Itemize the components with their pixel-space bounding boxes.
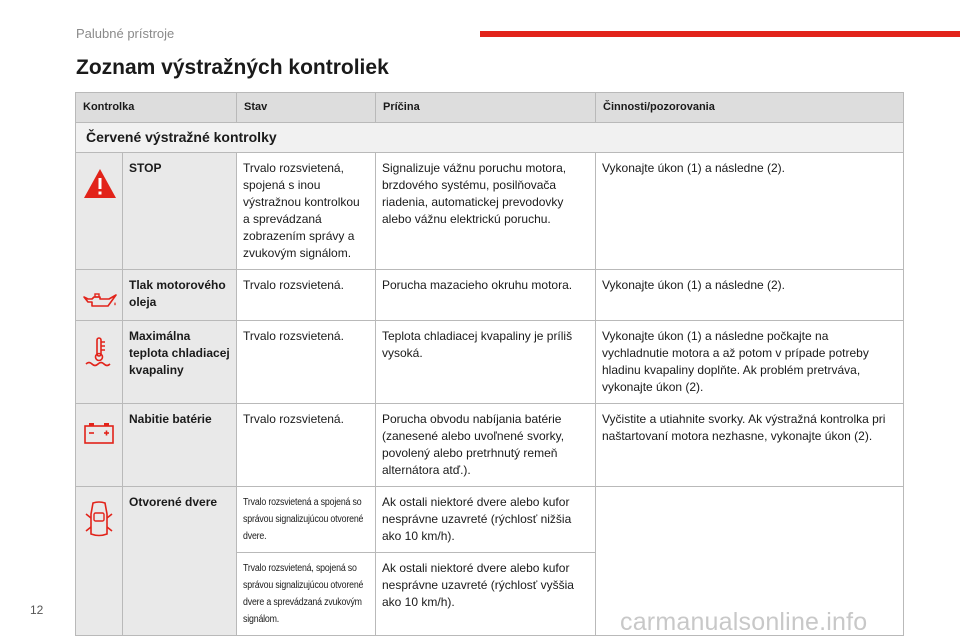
warning-action: Vykonajte úkon (1) a následne (2).: [596, 270, 904, 321]
oil-pressure-icon: [82, 290, 118, 312]
accent-bar: [480, 31, 960, 37]
warning-cause: Signalizuje vážnu poruchu motora, brzdového systému, posilňovača riadenia, automatickej prevodovky alebo vážnu elektrickú poruchu.: [376, 153, 596, 270]
warning-cause: Ak ostali niektoré dvere alebo kufor nesprávne uzavreté (rýchlosť vyššia ako 10 km/h).: [376, 553, 596, 636]
page-number: 12: [30, 603, 44, 617]
warning-name: Tlak motorového oleja: [123, 270, 237, 321]
stop-warning-icon: [82, 167, 118, 201]
watermark: carmanualsonline.info: [620, 608, 868, 636]
coolant-temperature-icon: [83, 336, 115, 370]
warning-name: STOP: [123, 153, 237, 270]
icon-cell: [76, 404, 123, 487]
warning-state: Trvalo rozsvietená a spojená so správou signalizujúcou otvorené dvere.: [243, 497, 364, 542]
warning-state: Trvalo rozsvietená.: [237, 321, 376, 404]
page-title: Zoznam výstražných kontroliek: [76, 56, 389, 79]
warning-cause: Porucha mazacieho okruhu motora.: [376, 270, 596, 321]
icon-cell: [76, 270, 123, 321]
warning-name: Otvorené dvere: [123, 487, 237, 636]
warning-cause: Porucha obvodu nabíjania batérie (zanesené alebo uvoľnené svorky, povolený alebo pretrhnutý remeň alternátora atď.).: [376, 404, 596, 487]
table-row: [76, 153, 904, 270]
warning-cause: Ak ostali niektoré dvere alebo kufor nesprávne uzavreté (rýchlosť nižšia ako 10 km/h).: [376, 487, 596, 553]
icon-cell: [76, 153, 123, 270]
table-row: [76, 270, 904, 321]
warning-state: Trvalo rozsvietená, spojená s inou výstražnou kontrolkou a sprevádzaná zobrazením správy a zvukovým signálom.: [237, 153, 376, 270]
table-row: [76, 321, 904, 404]
section-label: Palubné prístroje: [76, 26, 175, 41]
warning-state-cell: [237, 487, 376, 553]
group-title: Červené výstražné kontrolky: [76, 123, 904, 153]
column-header-pricina: Príčina: [376, 93, 596, 123]
icon-cell: [76, 321, 123, 404]
warning-name: Nabitie batérie: [123, 404, 237, 487]
warning-lights-table: [75, 92, 904, 636]
table-header-row: [76, 93, 904, 123]
warning-cause: Teplota chladiacej kvapaliny je príliš vysoká.: [376, 321, 596, 404]
warning-action: Vyčistite a utiahnite svorky. Ak výstražná kontrolka pri naštartovaní motora nezhasne, vykonajte úkon (2).: [596, 404, 904, 487]
table-row: [76, 487, 904, 553]
warning-action: Vykonajte úkon (1) a následne (2).: [596, 153, 904, 270]
warning-state: Trvalo rozsvietená.: [237, 270, 376, 321]
table-row: [76, 404, 904, 487]
warning-state: Trvalo rozsvietená.: [237, 404, 376, 487]
door-open-icon: [84, 500, 114, 540]
warning-action: Vykonajte úkon (1) a následne počkajte na vychladnutie motora a až potom v prípade potreby hladinu kvapaliny doplňte. Ak problém pretrváva, vykonajte úkon (2).: [596, 321, 904, 404]
group-row: [76, 123, 904, 153]
column-header-stav: Stav: [237, 93, 376, 123]
warning-name: Maximálna teplota chladiacej kvapaliny: [123, 321, 237, 404]
column-header-cinnosti: Činnosti/pozorovania: [596, 93, 904, 123]
warning-state: Trvalo rozsvietená, spojená so správou signalizujúcou otvorené dvere a sprevádzaná zvukovým signálom.: [243, 563, 364, 625]
icon-cell: [76, 487, 123, 636]
warning-state-cell: [237, 553, 376, 636]
battery-icon: [83, 421, 115, 445]
column-header-kontrolka: Kontrolka: [76, 93, 237, 123]
